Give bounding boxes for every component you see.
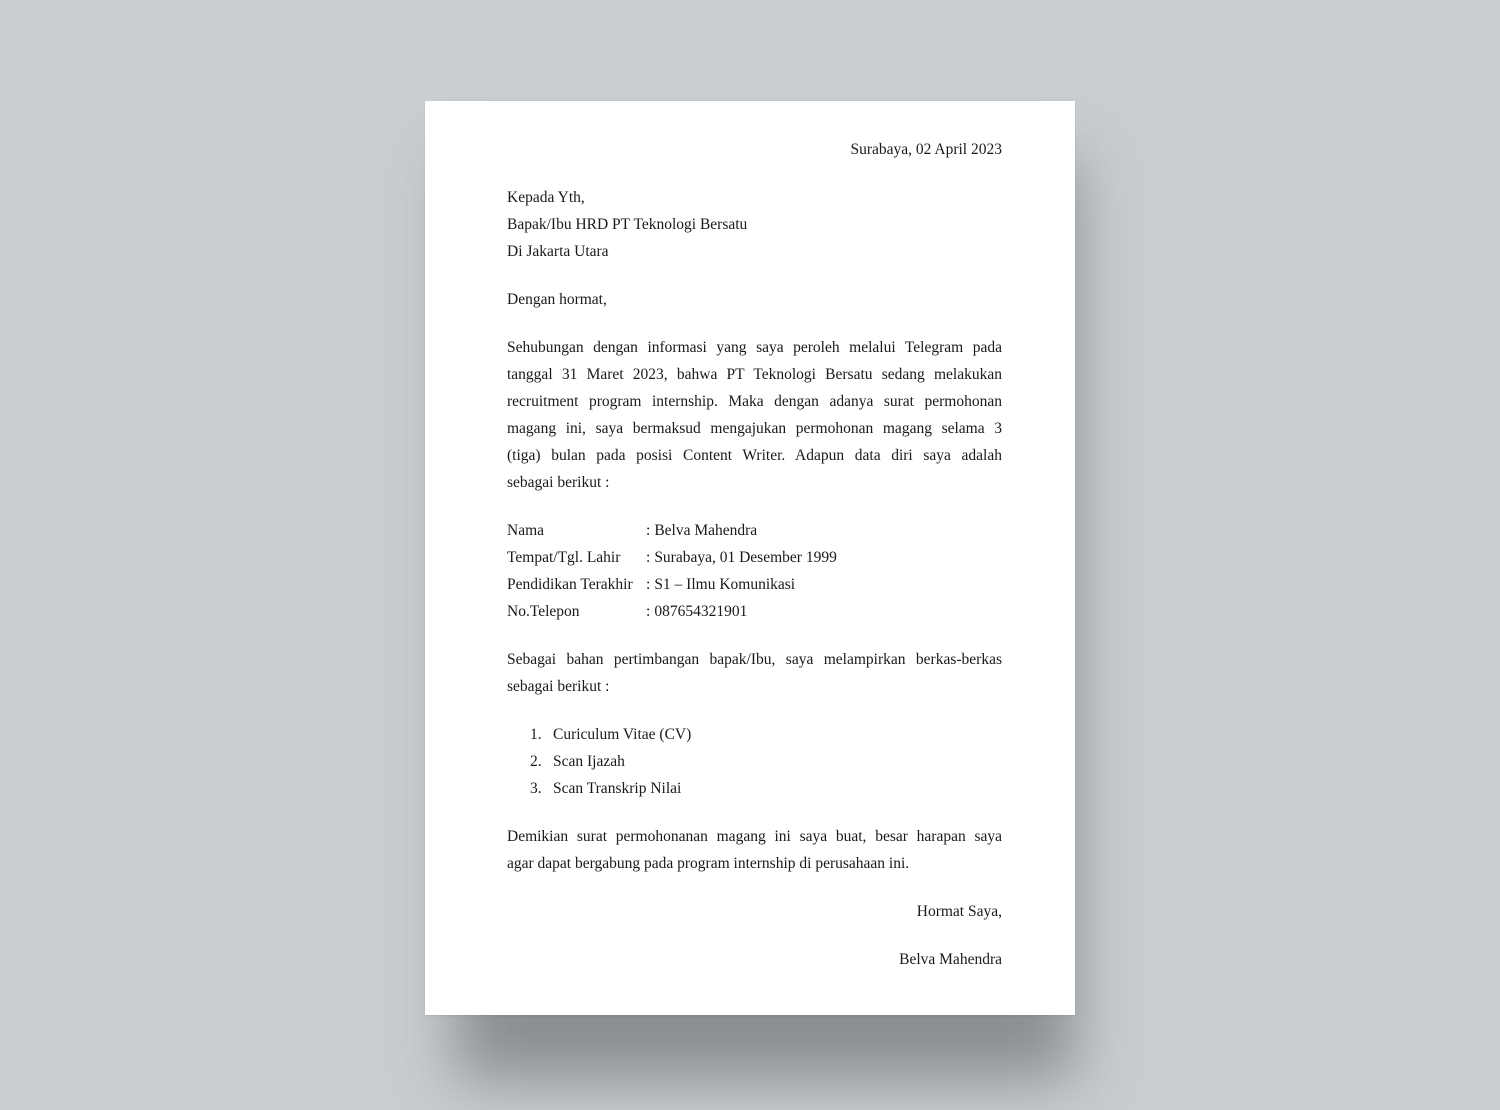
intro-paragraph	[507, 334, 1002, 496]
list-item	[507, 748, 1002, 775]
place-date: Surabaya, 02 April 2023	[850, 141, 1002, 158]
list-item	[507, 775, 1002, 802]
letter-page	[425, 101, 1075, 1015]
spacer	[507, 265, 1002, 286]
info-value: Belva Mahendra	[654, 522, 758, 539]
paragraph-line: magang ini, saya bermaksud mengajukan permohonan magang selama 3	[507, 420, 1002, 437]
spacer	[507, 877, 1002, 898]
list-text: Scan Ijazah	[553, 753, 625, 770]
list-number: 3.	[530, 780, 542, 797]
info-row-name	[507, 517, 1002, 544]
paragraph-line: sebagai berikut :	[507, 678, 610, 695]
info-label: Tempat/Tgl. Lahir	[507, 549, 621, 566]
signature-name: Belva Mahendra	[899, 951, 1002, 968]
list-number: 1.	[530, 726, 542, 743]
paragraph-line: Sehubungan dengan informasi yang saya peroleh melalui Telegram pada	[507, 339, 1002, 356]
info-value: S1 – Ilmu Komunikasi	[654, 576, 796, 593]
spacer	[507, 700, 1002, 721]
spacer	[507, 625, 1002, 646]
list-item	[507, 721, 1002, 748]
paragraph-line: (tiga) bulan pada posisi Content Writer. Adapun data diri saya adalah	[507, 447, 1002, 464]
recipient-name: Bapak/Ibu HRD PT Teknologi Bersatu	[507, 216, 748, 233]
info-row-phone	[507, 598, 1002, 625]
spacer	[507, 313, 1002, 334]
info-value: Surabaya, 01 Desember 1999	[654, 549, 837, 566]
info-label: No.Telepon	[507, 603, 580, 620]
info-label: Nama	[507, 522, 545, 539]
info-label: Pendidikan Terakhir	[507, 576, 633, 593]
paragraph-line: recruitment program internship. Maka dengan adanya surat permohonan	[507, 393, 1002, 410]
info-separator: :	[646, 603, 651, 620]
spacer	[507, 802, 1002, 823]
personal-info-table	[507, 517, 1002, 625]
sign-off: Hormat Saya,	[916, 903, 1002, 920]
attachments-list	[507, 721, 1002, 802]
paragraph-line: sebagai berikut :	[507, 474, 610, 491]
recipient-location: Di Jakarta Utara	[507, 243, 609, 260]
info-row-birth	[507, 544, 1002, 571]
paragraph-line: Sebagai bahan pertimbangan bapak/Ibu, saya melampirkan berkas-berkas	[507, 651, 1002, 668]
list-text: Scan Transkrip Nilai	[553, 780, 682, 797]
info-separator: :	[646, 522, 651, 539]
spacer	[507, 163, 1002, 184]
spacer	[507, 925, 1002, 946]
recipient-block	[507, 184, 1002, 265]
info-value: 087654321901	[654, 603, 748, 620]
info-separator: :	[646, 576, 651, 593]
info-row-education	[507, 571, 1002, 598]
list-number: 2.	[530, 753, 542, 770]
greeting: Dengan hormat,	[507, 291, 607, 308]
list-text: Curiculum Vitae (CV)	[553, 726, 692, 743]
paragraph-line: agar dapat bergabung pada program internship di perusahaan ini.	[507, 855, 910, 872]
closing-paragraph	[507, 823, 1002, 877]
attachments-intro	[507, 646, 1002, 700]
info-separator: :	[646, 549, 651, 566]
recipient-salutation: Kepada Yth,	[507, 189, 585, 206]
spacer	[507, 496, 1002, 517]
paragraph-line: tanggal 31 Maret 2023, bahwa PT Teknologi Bersatu sedang melakukan	[507, 366, 1002, 383]
letter-body	[507, 136, 1002, 973]
paragraph-line: Demikian surat permohonanan magang ini saya buat, besar harapan saya	[507, 828, 1002, 845]
